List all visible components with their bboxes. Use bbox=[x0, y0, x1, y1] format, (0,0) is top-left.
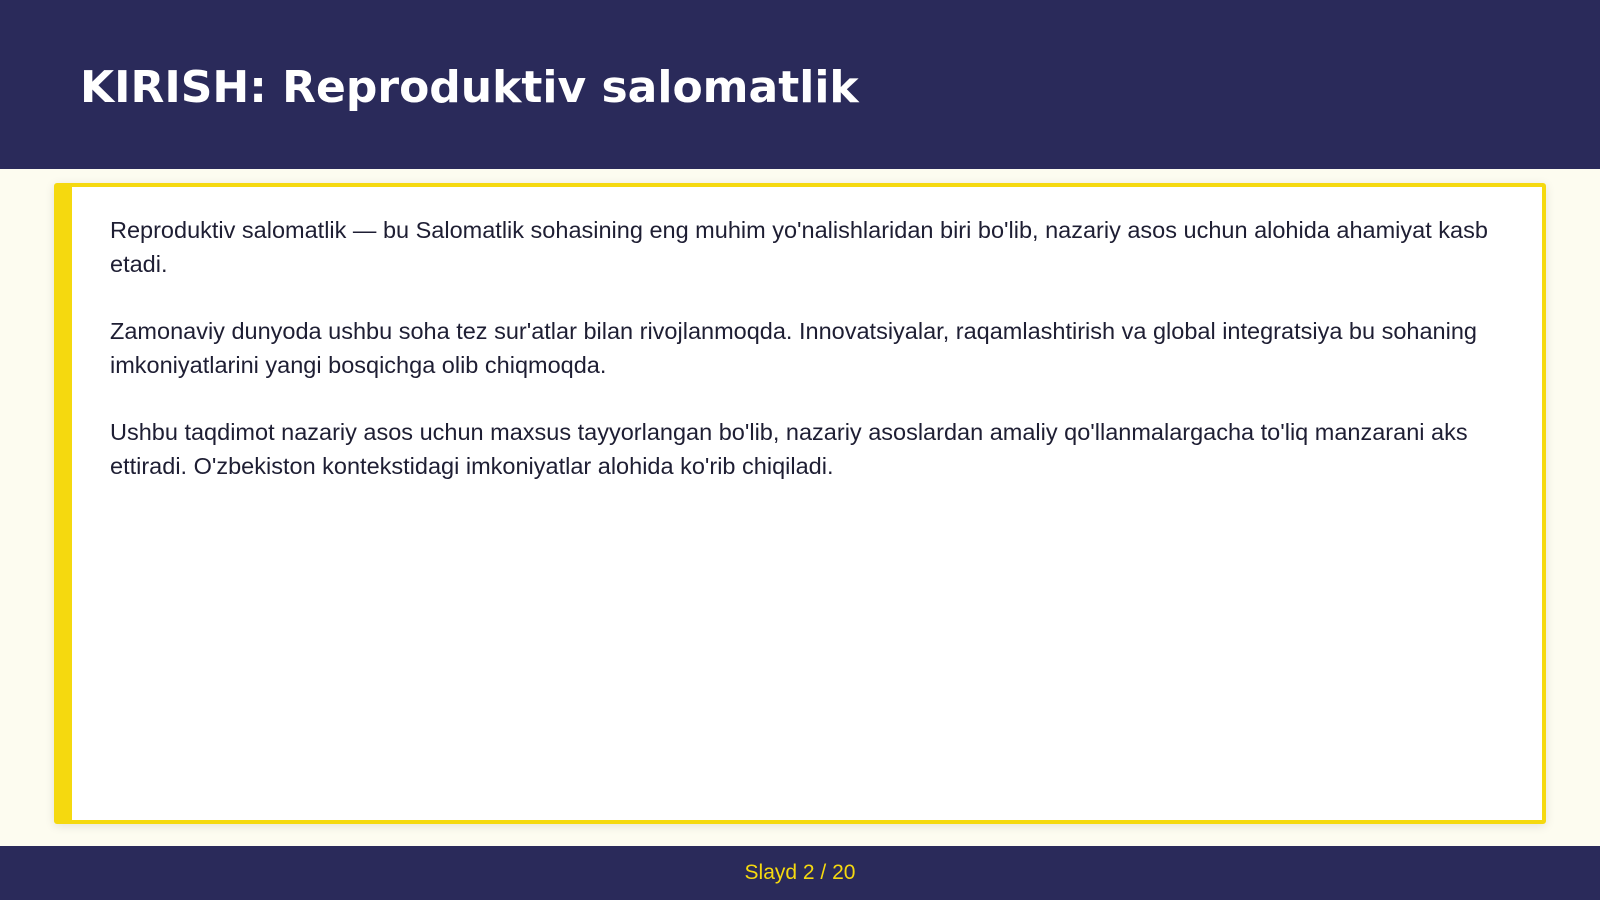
content-paragraph: Reproduktiv salomatlik — bu Salomatlik sohasining eng muhim yo'nalishlaridan biri bo'lib, nazariy asos uchun alohida ahamiyat kasb etadi. bbox=[110, 217, 1488, 277]
slide-footer bbox=[0, 846, 1600, 900]
content-body bbox=[110, 213, 1510, 516]
content-paragraph: Zamonaviy dunyoda ushbu soha tez sur'atlar bilan rivojlanmoqda. Innovatsiyalar, raqamlashtirish va global integratsiya bu sohaning imkoniyatlarini yangi bosqichga olib chiqmoqda. bbox=[110, 318, 1477, 378]
slide-counter: Slayd 2 / 20 bbox=[744, 861, 856, 884]
slide-header bbox=[0, 0, 1600, 169]
slide-title: KIRISH: Reproduktiv salomatlik bbox=[80, 62, 859, 113]
content-card bbox=[54, 183, 1546, 824]
content-paragraph: Ushbu taqdimot nazariy asos uchun maxsus tayyorlangan bo'lib, nazariy asoslardan amaliy qo'llanmalargacha to'liq manzarani aks ettiradi. O'zbekiston kontekstidagi imkoniyatlar alohida ko'rib chiqiladi. bbox=[110, 419, 1468, 479]
